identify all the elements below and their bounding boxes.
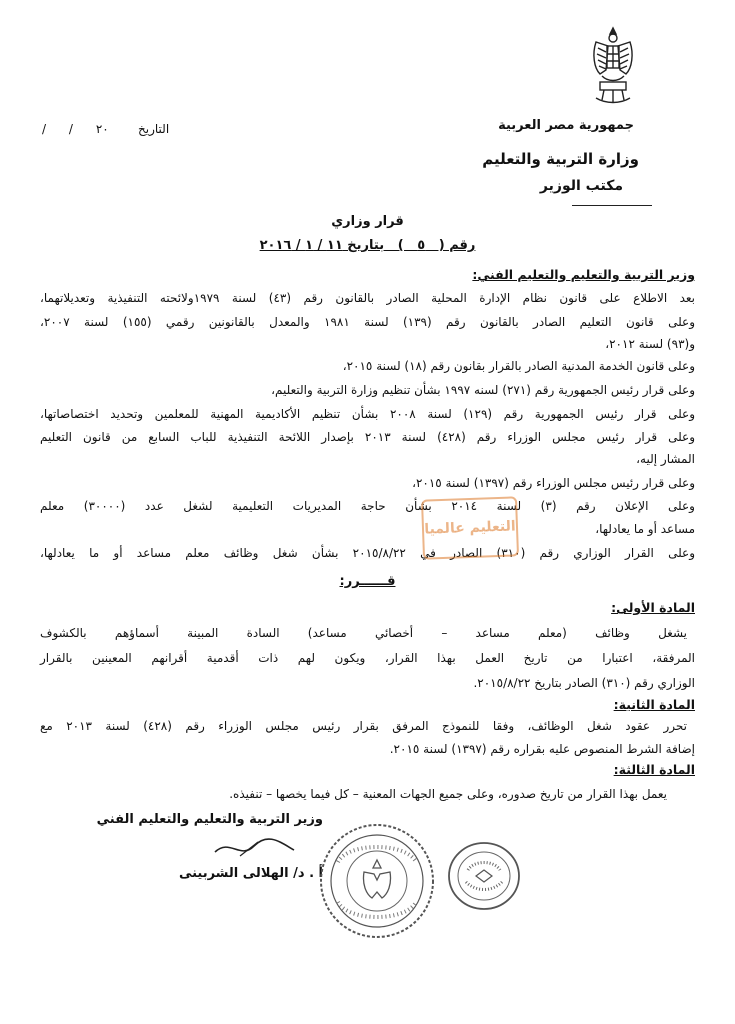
article-1-line: الوزاري رقم (٣١٠) الصادر بتاريخ ٢٠١٥/٨/٢٢. bbox=[473, 676, 695, 690]
article-2-heading: المادة الثانية: bbox=[613, 697, 695, 712]
article-3-heading: المادة الثالثة: bbox=[613, 762, 695, 777]
republic-name: جمهورية مصر العربية bbox=[498, 118, 634, 133]
article-3-line: يعمل بهذا القرار من تاريخ صدوره، وعلى جميع الجهات المعنية – كل فيما يخصها – تنفيذه. bbox=[229, 787, 667, 801]
preamble-line: و(٩٣) لسنة ٢٠١٢، bbox=[605, 337, 695, 351]
article-2-line: إضافة الشرط المنصوص عليه بقراره رقم (١٣٩٧) لسنة ٢٠١٥. bbox=[389, 742, 695, 756]
preamble-line: وعلى قانون التعليم الصادر بالقانون رقم (١٣٩) لسنة ١٩٨١ والمعدل بالقانونين رقمي (١٥٥) لسنة ٢٠٠٧، bbox=[40, 315, 695, 329]
signature-name: أ . د/ الهلالى الشربينى bbox=[178, 866, 323, 881]
article-1-line: يشغل وظائف (معلم مساعد – أخصائي مساعد) السادة المبينة أسماؤهم بالكشوف bbox=[40, 626, 687, 640]
date-value: / / ٢٠ bbox=[42, 122, 109, 136]
preamble-line: وعلى قانون الخدمة المدنية الصادر بالقرار بقانون رقم (١٨) لسنة ٢٠١٥، bbox=[342, 359, 695, 373]
preamble-line: وعلى الإعلان رقم (٣) لسنة ٢٠١٤ بشأن حاجة المديريات التعليمية لشغل عدد (٣٠٠٠٠) معلم bbox=[40, 499, 695, 513]
preamble-line: وعلى القرار الوزاري رقم (٣١٠) الصادر في ٢٠١٥/٨/٢٢ بشأن شغل وظائف معلم مساعد أو ما يعادلها، bbox=[40, 546, 696, 560]
eagle-emblem-icon bbox=[588, 24, 638, 106]
ministry-name: وزارة التربية والتعليم bbox=[482, 150, 639, 168]
article-1-line: المرفقة، اعتبارا من تاريخ العمل بهذا القرار، ويكون لهم ذات أقدمية أقرانهم المعينين بالقرار bbox=[40, 651, 695, 665]
minister-heading: وزير التربية والتعليم والتعليم الفني: bbox=[472, 267, 695, 282]
article-2-line: تحرر عقود شغل الوظائف، وفقا للنموذج المرفق بقرار رئيس مجلس الوزراء رقم (٤٢٨) لسنة ٢٠١٣ مع bbox=[40, 719, 687, 733]
preamble-line: وعلى قرار رئيس مجلس الوزراء رقم (٤٢٨) لسنة ٢٠١٣ بإصدار اللائحة التنفيذية للباب السابع من قانون التعليم bbox=[40, 430, 695, 444]
signature-title: وزير التربية والتعليم والتعليم الفني bbox=[96, 812, 323, 827]
decree-number-date: رقم ( ٥ ) بتاريخ ١١ / ١ / ٢٠١٦ bbox=[259, 238, 476, 253]
official-stamp-icon bbox=[446, 840, 522, 912]
article-1-heading: المادة الأولى: bbox=[611, 600, 695, 615]
handwritten-signature bbox=[210, 834, 300, 864]
office-name: مكتب الوزير bbox=[539, 178, 623, 194]
preamble-line: مساعد أو ما يعادلها، bbox=[595, 522, 695, 536]
date-label: التاريخ bbox=[138, 122, 170, 136]
decree-title: قرار وزاري bbox=[331, 214, 404, 229]
preamble-line: وعلى قرار رئيس الجمهورية رقم (١٢٩) لسنة ٢٠٠٨ بشأن تنظيم الأكاديمية المهنية للمعلمين وتحديد اختصاصاتها، bbox=[40, 407, 696, 421]
preamble-line: وعلى قرار رئيس الجمهورية رقم (٢٧١) لسنه ١٩٩٧ بشأن تنظيم وزارة التربية والتعليم، bbox=[271, 383, 695, 397]
preamble-line: بعد الاطلاع على قانون نظام الإدارة المحلية الصادر بالقانون رقم (٤٣) لسنة ١٩٧٩ولائحته التنفيذية وتعديلاتهما، bbox=[40, 291, 696, 305]
header-divider bbox=[572, 205, 652, 206]
watermark-logo: التعليم عالميا bbox=[421, 496, 519, 559]
ministry-seal-icon bbox=[318, 822, 436, 940]
preamble-line: المشار إليه، bbox=[636, 452, 695, 466]
decides-heading: قــــــرر: bbox=[339, 574, 396, 589]
preamble-line: وعلى قرار رئيس مجلس الوزراء رقم (١٣٩٧) لسنة ٢٠١٥، bbox=[412, 476, 695, 490]
